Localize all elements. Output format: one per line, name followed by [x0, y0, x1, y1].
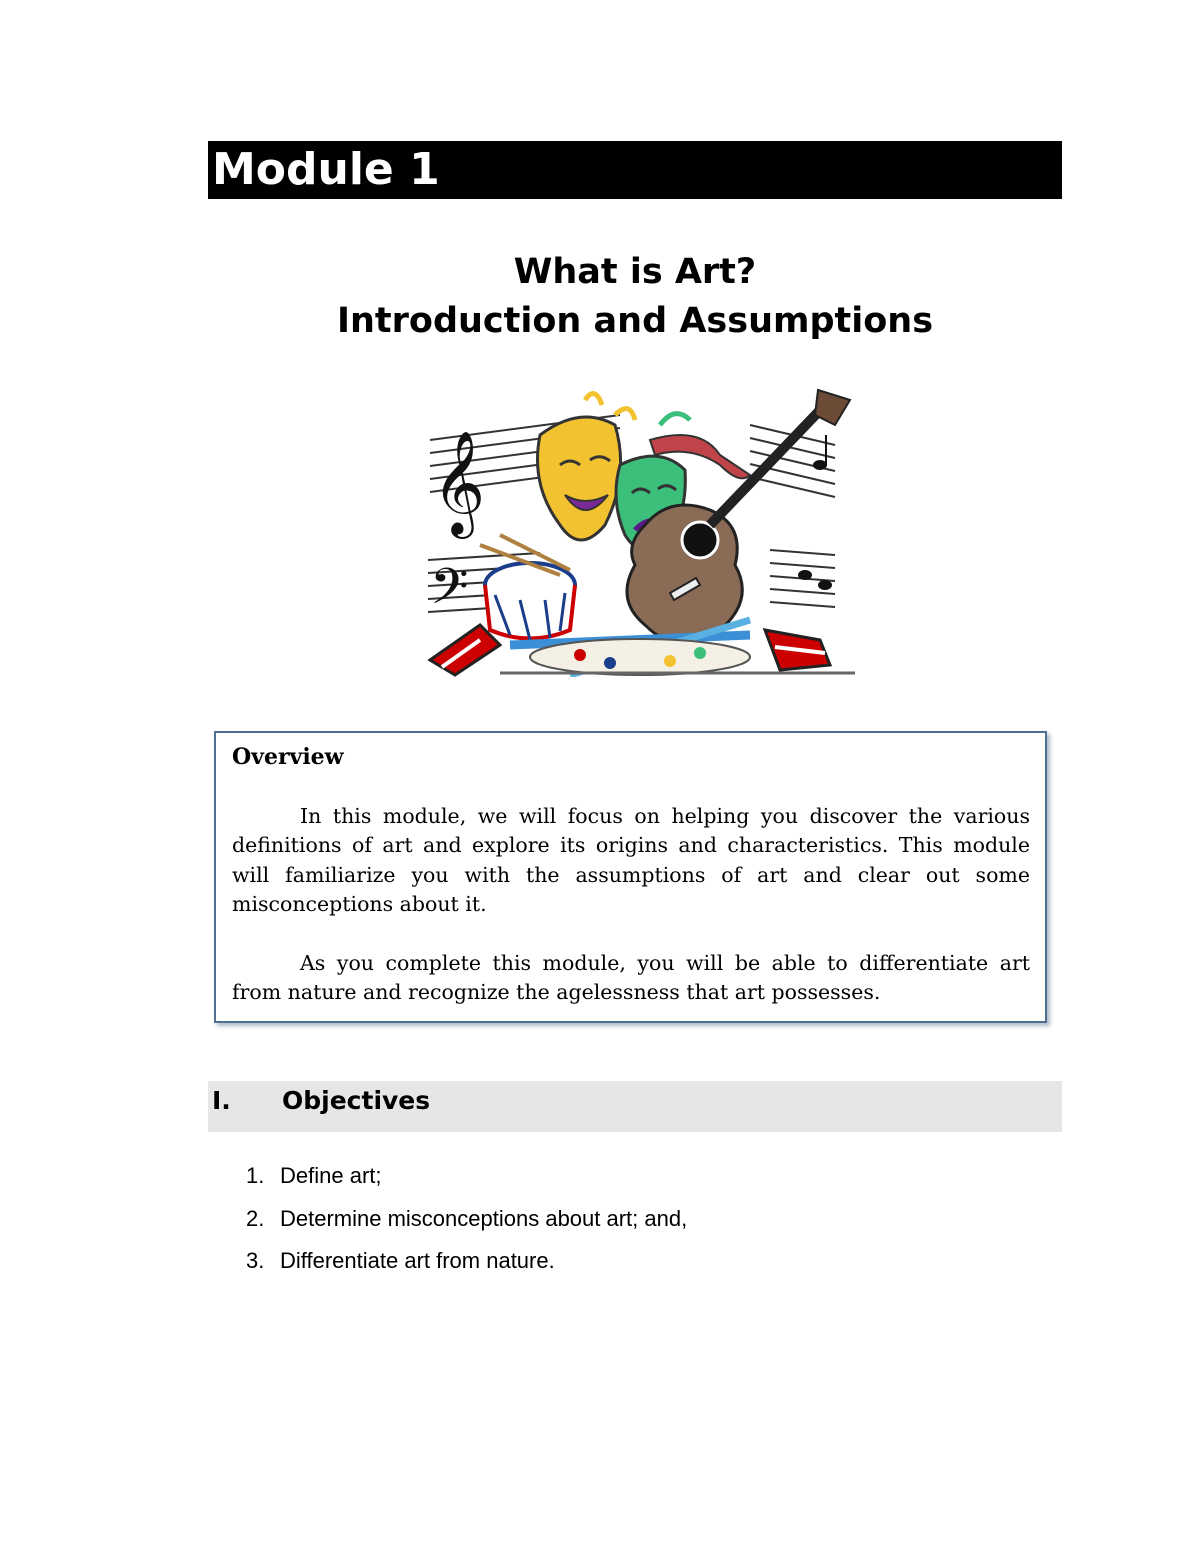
list-item-number: 3.	[246, 1248, 265, 1273]
overview-heading: Overview	[232, 744, 344, 770]
module-header-bar	[208, 141, 1062, 199]
objectives-list	[240, 1160, 687, 1288]
objectives-heading: Objectives	[282, 1086, 431, 1115]
title-line-2: Introduction and Assumptions	[336, 301, 934, 341]
list-item-number: 2.	[246, 1205, 265, 1231]
palette-icon	[530, 639, 750, 675]
overview-paragraph-2: As you complete this module, you will be able to differentiate art from nature and recognize the agelessness that art possesses.	[232, 950, 1030, 1004]
overview-box	[214, 731, 1047, 1023]
list-item	[240, 1245, 687, 1288]
list-item	[240, 1160, 687, 1203]
drum-icon	[480, 535, 575, 640]
art-collage-illustration	[420, 385, 860, 677]
objectives-number: I.	[212, 1086, 231, 1115]
module-label: Module 1	[212, 144, 440, 195]
list-item-text: Define art;	[280, 1163, 382, 1188]
bass-clef-icon: 𝄢	[430, 558, 469, 628]
list-item-text: Differentiate art from nature.	[280, 1248, 555, 1273]
treble-clef-icon: 𝄞	[432, 430, 486, 535]
objectives-section-header	[208, 1081, 1062, 1132]
title-line-1: What is Art?	[513, 252, 757, 292]
overview-paragraph-1: In this module, we will focus on helping you discover the various definitions of art and explore its origins and characteristics. This module will familiarize you with the assumptions of art and clear out some misconceptions about it.	[232, 803, 1030, 916]
list-item-text: Determine misconceptions about art; and,	[280, 1205, 688, 1231]
page-title	[208, 248, 1062, 346]
list-item-number: 1.	[246, 1163, 265, 1188]
list-item	[240, 1203, 687, 1246]
